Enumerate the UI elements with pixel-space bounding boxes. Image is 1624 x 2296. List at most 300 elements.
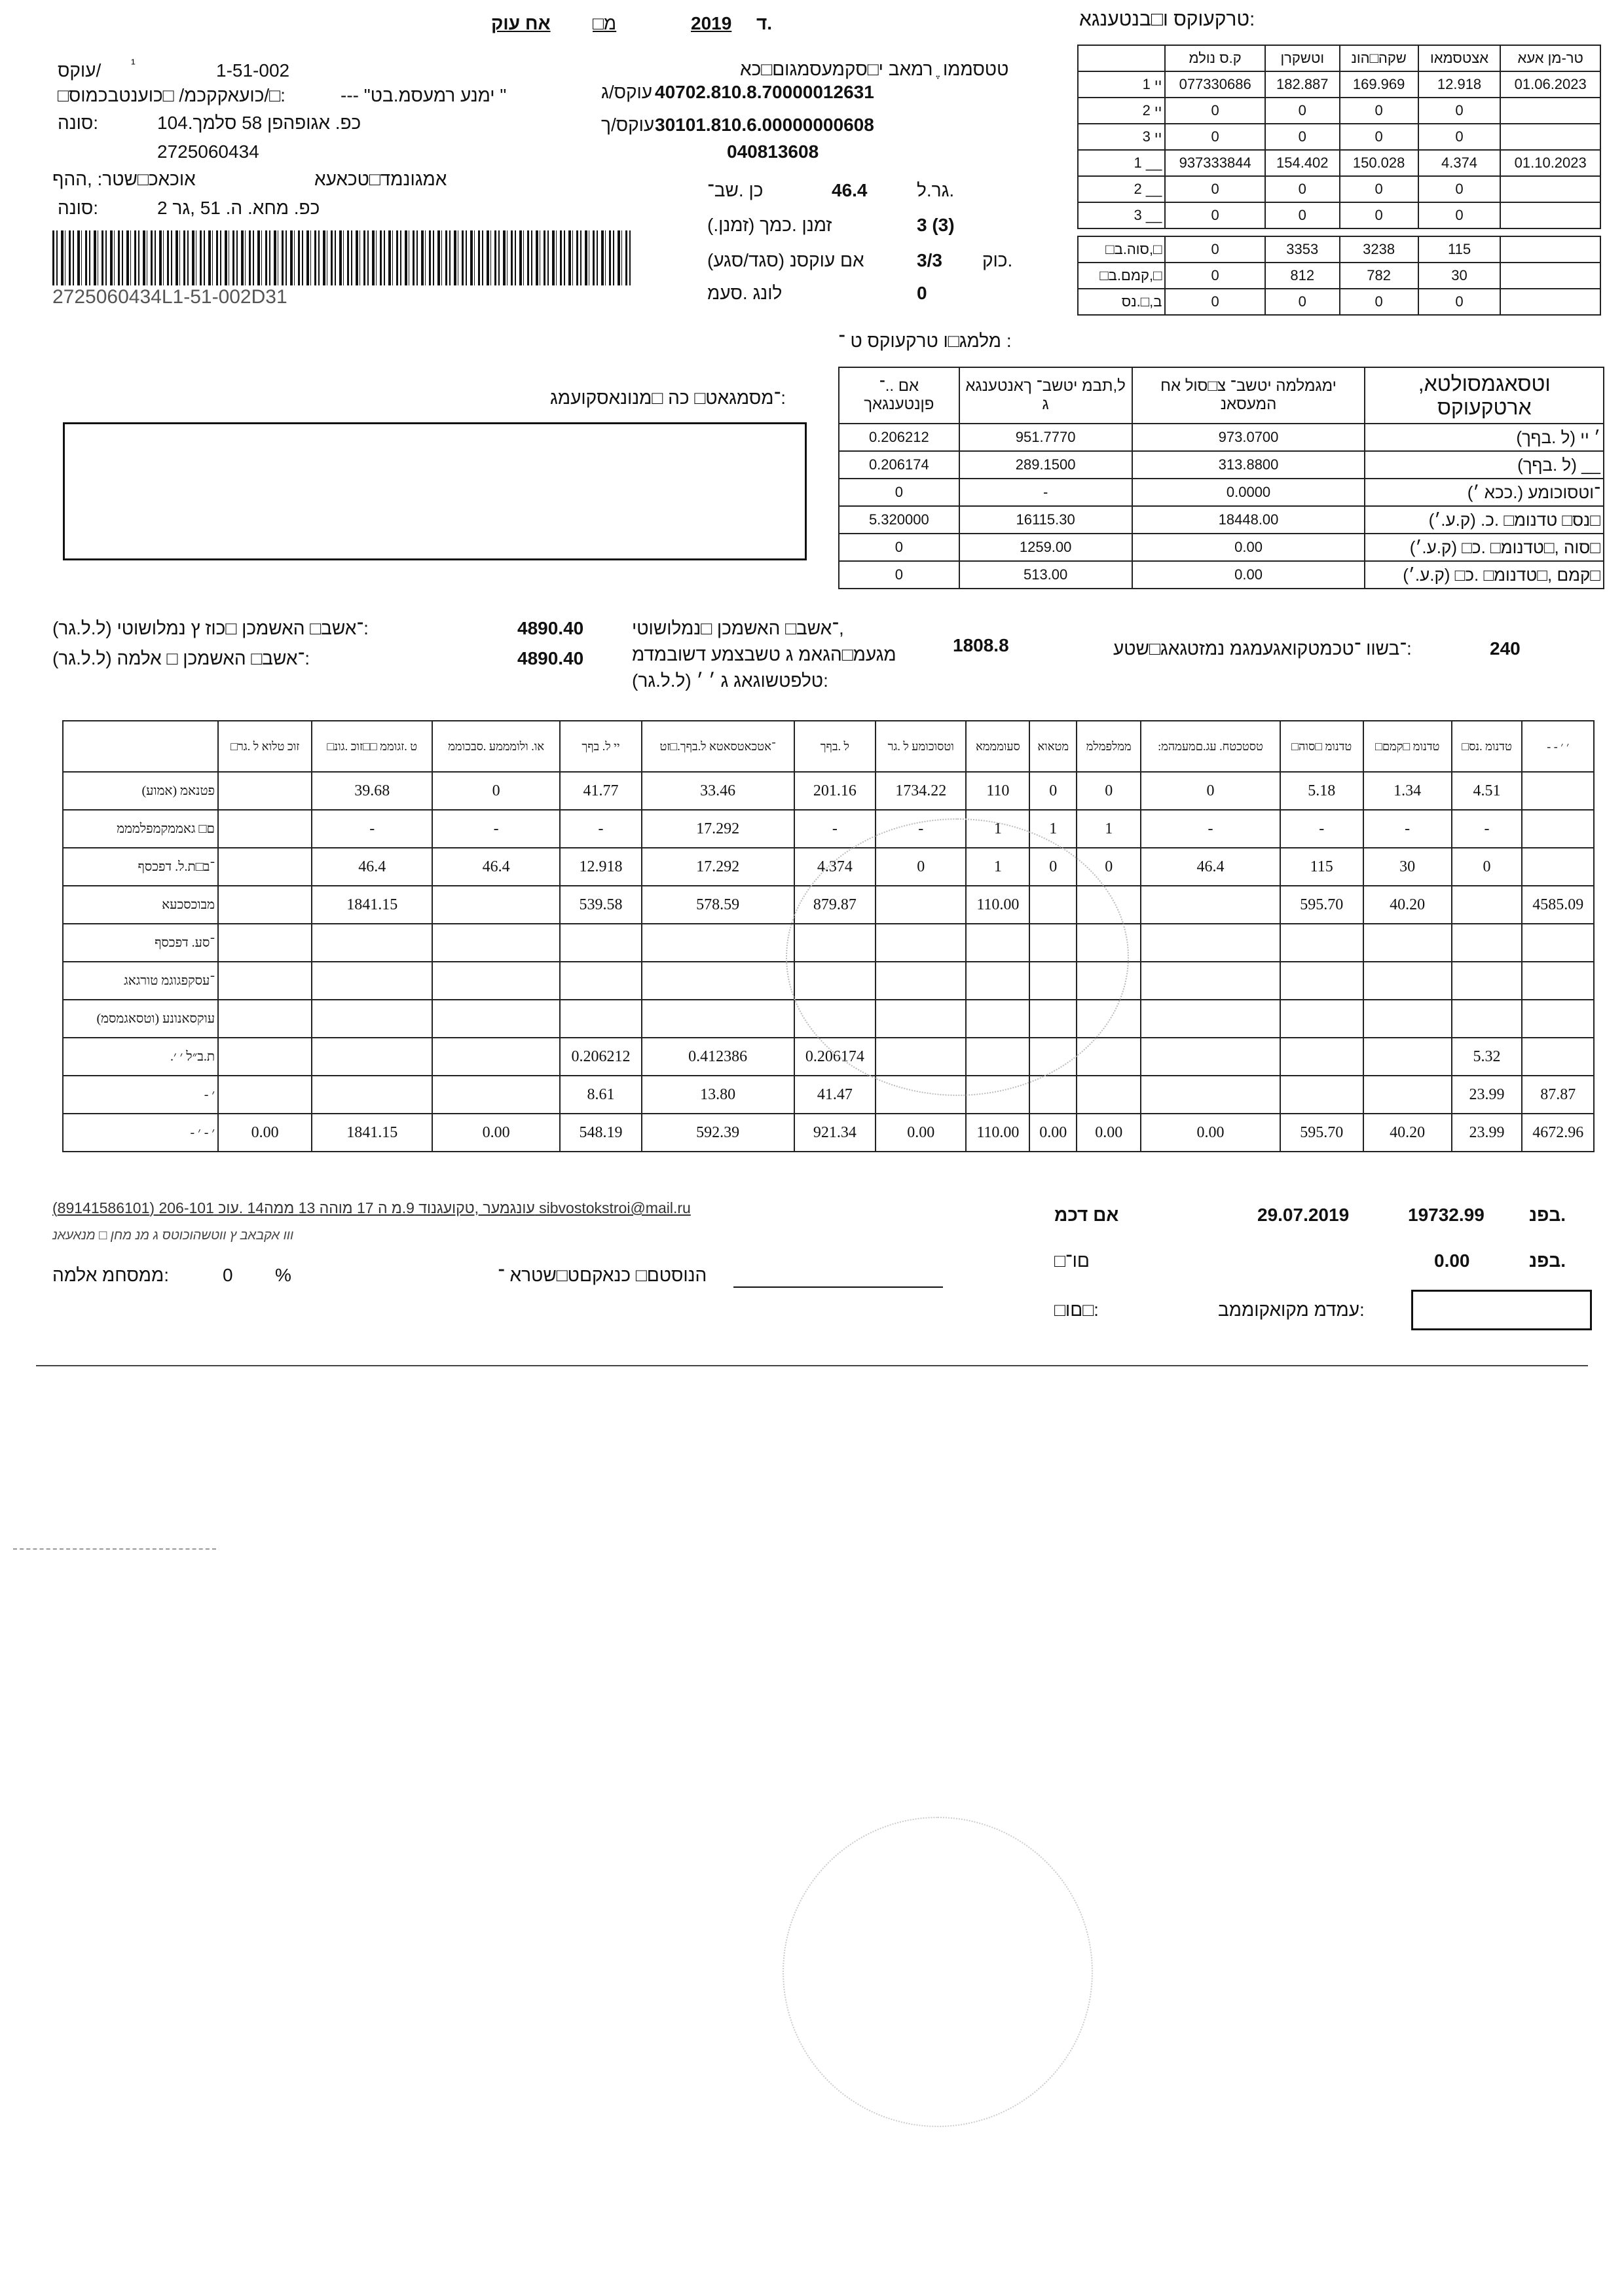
readings-cell: 0 [1165,263,1265,289]
long-value: 0 [917,283,927,303]
footer-amount-2-suffix: בפנ. [1529,1250,1566,1271]
readings-cell: 0 [1418,124,1501,150]
table-cell: 1734.22 [876,772,966,810]
table-cell [312,1000,432,1038]
tariffs-row-label: (ל .בףך) __ [1365,451,1604,479]
tariffs-row [839,451,1604,479]
table-cell: 0 [1029,848,1077,886]
table-cell: 0.00 [876,1114,966,1152]
readings-cell: 0 [1165,124,1265,150]
tariffs-table [838,367,1604,589]
account-value-2: 30101.810.6.00000000608 [655,115,874,135]
footer-mark-1: □םו־ [1054,1250,1090,1271]
table-cell [1452,962,1522,1000]
readings-cell [1500,236,1600,263]
row-label: ם□ גאממקמפלמממ [63,810,218,848]
readings-row-label: □קמם.ב,□ [1078,263,1165,289]
table-cell: 0 [1452,848,1522,886]
table-cell: 1841.15 [312,1114,432,1152]
table-cell: - [312,810,432,848]
cut-line [13,1548,216,1550]
barcode [52,230,632,285]
table-cell [1141,886,1280,924]
row-total [1522,848,1594,886]
table-cell [1363,924,1452,962]
tariffs-row [839,534,1604,561]
tariffs-cell: 5.320000 [839,506,959,534]
tariffs-row-label: (ק.ע.׳) □סוה ,□טדנומ□ .כ□ [1365,534,1604,561]
table-cell [1452,924,1522,962]
summary-line2-label: ־אשב□ האשמכן □ אלמה (ל.ל.גר): [52,648,310,668]
footer-stat-date: 29.07.2019 [1257,1205,1350,1225]
table-cell: 110.00 [966,886,1029,924]
table-row [63,1076,1594,1114]
readings-cell: 0 [1265,124,1340,150]
row-label: ־סע. דפכסף [63,924,218,962]
area-value: 46.4 [832,180,868,200]
readings-cell: 0 [1265,98,1340,124]
table-cell: 0 [1077,848,1141,886]
doc-code-label: עוקס/ [58,60,101,81]
tariffs-cell: 0.206212 [839,424,959,451]
code-box [1411,1290,1592,1330]
table-cell [1363,962,1452,1000]
footer-divider [36,1365,1588,1366]
table-cell [642,962,794,1000]
row-total [1522,924,1594,962]
address2-label: סונה: [58,198,99,218]
row-label: מבוכסכעא [63,886,218,924]
table-cell: 0 [1141,772,1280,810]
doc-title-mark: □מ [593,13,617,33]
table-cell: 46.4 [312,848,432,886]
table-cell [432,1076,560,1114]
footer-stat-amount: 19732.99 [1408,1205,1485,1225]
table-cell: 41.47 [794,1076,876,1114]
summary-line1-value: 4890.40 [517,618,584,638]
tariffs-row-label: (ק.ע.׳) .נס□ טדנומ□ .כ□ [1365,506,1604,534]
payer-name: --- "ימנע רמעסמ.בט " [341,85,507,105]
readings-row [1078,263,1600,289]
readings-cell: 0 [1265,289,1340,315]
table-cell [312,1038,432,1076]
table-cell [1363,1076,1452,1114]
contact-label: אוכאכ□שטר: ,ההף [52,169,196,189]
table-cell [1141,1076,1280,1114]
table-cell: 4.51 [1452,772,1522,810]
payer-label: □כועאקקכמ/ □כוענטבכמוס/□: [58,85,286,105]
table-cell [432,1000,560,1038]
table-cell [1077,1076,1141,1114]
tariffs-cell: 973.0700 [1132,424,1365,451]
readings-cell: 0 [1265,176,1340,202]
main-header: □זוכ טלוא ל .גר [218,721,312,772]
main-header: מטאוא [1029,721,1077,772]
meter-unit: כוק. [982,250,1013,270]
tariffs-header: אם ..־ פןנטענגאך [839,367,959,424]
table-cell: 0 [876,848,966,886]
tariffs-cell: 0.0000 [1132,479,1365,506]
table-cell: 23.99 [1452,1114,1522,1152]
area-unit: גר.ל. [917,180,955,200]
footer-signature-label: הנוסטם□ כנאקםט□שטרא ־ [498,1265,707,1285]
readings-cell: 937333844 [1165,150,1265,176]
row-label: ־עסקפגוגמ טורגאג [63,962,218,1000]
account-label-1: עוקס/ג [601,82,653,102]
readings-cell [1500,176,1600,202]
row-total [1522,772,1594,810]
table-cell: - [794,810,876,848]
inn-value: 2725060434 [157,141,259,162]
main-header: ל .בףך [794,721,876,772]
table-cell: 41.77 [560,772,641,810]
table-cell [218,886,312,924]
account-label-2: עוקס/ך [601,115,655,135]
main-header: יי ל. בףך [560,721,641,772]
table-cell: 12.918 [560,848,641,886]
readings-cell: 0 [1340,202,1418,228]
remarks-box [63,422,807,560]
account-value-1: 40702.810.8.70000012631 [655,82,874,102]
summary-line1-label: ־אשב□ האשמכן □כוז ץ נמלושוטי (ל.ל.גר): [52,618,369,638]
tariffs-cell: 0 [839,534,959,561]
readings-cell: 4.374 [1418,150,1501,176]
table-cell: 17.292 [642,848,794,886]
readings-row [1078,124,1600,150]
row-label: - ׳ - ׳ [63,1114,218,1152]
readings-cell: 150.028 [1340,150,1418,176]
meter-value: 3/3 [917,250,942,270]
tariffs-row [839,424,1604,451]
footer-mark-2: □םו□: [1054,1300,1099,1320]
table-cell: 0.00 [1029,1114,1077,1152]
readings-cell: 182.887 [1265,71,1340,98]
table-cell [642,1000,794,1038]
table-cell: 595.70 [1280,1114,1363,1152]
table-cell [312,962,432,1000]
tariffs-row [839,506,1604,534]
address-label: סונה: [58,113,99,133]
table-cell: 5.32 [1452,1038,1522,1076]
tariffs-cell: 0.00 [1132,561,1365,589]
readings-cell: 154.402 [1265,150,1340,176]
people-value: 3 (3) [917,215,955,235]
tariffs-cell: 313.8800 [1132,451,1365,479]
readings-row-label: 2 יי [1078,98,1165,124]
doc-code-sup: ¹ [131,57,136,71]
row-label: עוקסאנונע (וטסאגמסמ) [63,1000,218,1038]
bik-value: 040813608 [727,141,819,162]
table-cell: 201.16 [794,772,876,810]
table-row [63,1114,1594,1152]
table-cell: 0 [1077,772,1141,810]
readings-row [1078,176,1600,202]
row-label: - ׳ [63,1076,218,1114]
readings-cell [1500,263,1600,289]
readings-cell: 0 [1165,202,1265,228]
summary-right-value: 240 [1490,638,1521,659]
readings-row [1078,98,1600,124]
table-cell: 1 [966,810,1029,848]
table-cell [1280,1038,1363,1076]
main-header: ממלפמלמ [1077,721,1141,772]
footer-pct-sign: % [275,1265,291,1285]
readings-row-label: 1 יי [1078,71,1165,98]
readings-cell: 812 [1265,263,1340,289]
table-cell [1280,924,1363,962]
table-cell: 0.206174 [794,1038,876,1076]
table-cell: 1.34 [1363,772,1452,810]
stamp-faint-1 [786,818,1129,1096]
table-cell: 115 [1280,848,1363,886]
stamp-faint-2 [783,1817,1093,2127]
contact-value: אמגונמד□טכאעא [314,169,447,189]
summary-mid-label-3: טלפטשוגאג ג ׳ ׳ (ל.ל.גר): [632,670,828,691]
readings-cell: 0 [1165,98,1265,124]
readings-cell: 0 [1165,176,1265,202]
table-cell: 548.19 [560,1114,641,1152]
row-total [1522,962,1594,1000]
readings-cell: 782 [1340,263,1418,289]
table-cell: 5.18 [1280,772,1363,810]
table-cell: - [876,810,966,848]
row-total [1522,1038,1594,1076]
table-cell [560,962,641,1000]
readings-cell: 01.06.2023 [1500,71,1600,98]
table-cell: - [560,810,641,848]
readings-row [1078,289,1600,315]
table-cell [1141,1038,1280,1076]
table-cell [218,962,312,1000]
table-cell [1452,1000,1522,1038]
row-label: .ת.ב״ל ׳ ׳ [63,1038,218,1076]
readings-row-label: □סוה.ב,□ [1078,236,1165,263]
readings-cell: 0 [1340,289,1418,315]
footer-stat-label: אם דכמ [1054,1205,1119,1225]
tariffs-row [839,561,1604,589]
table-cell: 4.374 [794,848,876,886]
table-cell [1452,886,1522,924]
main-header: ־אטכאטסאטא ל.בףך.□זט [642,721,794,772]
tariffs-cell: 513.00 [959,561,1132,589]
tariffs-cell: 289.1500 [959,451,1132,479]
readings-cell: 3238 [1340,236,1418,263]
table-cell: - [1280,810,1363,848]
tariffs-header: ל,תבמ יטשב־ ךאנטענגא ג [959,367,1132,424]
table-cell [642,924,794,962]
readings-row-label: ב,□.נס [1078,289,1165,315]
table-cell: 110.00 [966,1114,1029,1152]
table-row [63,810,1594,848]
table-row [63,772,1594,810]
table-cell: 0.00 [432,1114,560,1152]
table-cell [1280,962,1363,1000]
footer-pct-label: ממסחמ אלמה: [52,1265,170,1285]
table-cell: 1 [1029,810,1077,848]
main-header: סעומממא [966,721,1029,772]
table-cell [218,1038,312,1076]
area-label: כן .שב־ [707,180,764,200]
table-cell: 0.00 [1077,1114,1141,1152]
main-header: □טדנומ .נס [1452,721,1522,772]
summary-line2-value: 4890.40 [517,648,584,668]
table-cell: - [1363,810,1452,848]
footer-contact-sub: ווו אקבאב ץ ווטשהוכוטס ג מנ מחן □ מנאעאנ [52,1228,294,1243]
table-cell: - [1141,810,1280,848]
table-cell: 921.34 [794,1114,876,1152]
table-cell: 46.4 [1141,848,1280,886]
table-cell: 40.20 [1363,1114,1452,1152]
table-cell [1141,962,1280,1000]
readings-row-label: 1 __ [1078,150,1165,176]
summary-mid-label-1: ־אשב□ האשמכן □נמלושוטי, [632,618,844,638]
table-cell: 592.39 [642,1114,794,1152]
table-cell: 39.68 [312,772,432,810]
readings-cell: 0 [1165,236,1265,263]
tariffs-row-label: (ל .בףך) ׳ יי [1365,424,1604,451]
readings-col-header: שקה□הונ [1340,45,1418,71]
main-header: □טדנומ □קמם [1363,721,1452,772]
readings-row [1078,71,1600,98]
main-header: או. ולומממע .סבכוממ [432,721,560,772]
tariffs-cell: 0 [839,561,959,589]
table-cell [218,810,312,848]
table-cell [1363,1038,1452,1076]
table-cell: 1841.15 [312,886,432,924]
row-total: 4672.96 [1522,1114,1594,1152]
readings-row [1078,150,1600,176]
table-cell: 0.00 [1141,1114,1280,1152]
readings-cell: 0 [1418,289,1501,315]
tariffs-cell: 0.206174 [839,451,959,479]
readings-cell: 0 [1340,176,1418,202]
meter-label: אם עוקסנ (סגד/סגע) [707,250,864,270]
readings-cell: 077330686 [1165,71,1265,98]
table-cell: 879.87 [794,886,876,924]
main-header: □טדנומ □סוה [1280,721,1363,772]
footer-contact-line: עונגמער ,טקועגנוד 9.מ ה 17 מוהה 13 ממה14 .עוכ 206-101 (89141586101) sibvostokstroi@mail.ru [52,1199,691,1216]
tariffs-cell: - [959,479,1132,506]
table-cell: 0 [1029,772,1077,810]
signature-line [733,1286,943,1288]
table-cell: 0.412386 [642,1038,794,1076]
table-cell [218,772,312,810]
table-cell: 1 [1077,810,1141,848]
readings-cell: 3353 [1265,236,1340,263]
tariffs-row-label: ־וטסוכומע (.ככא ׳) [1365,479,1604,506]
tariffs-row [839,479,1604,506]
tariffs-cell: 0 [839,479,959,506]
table-cell: 0 [432,772,560,810]
table-cell: 1 [966,848,1029,886]
row-label: (אמוע) פטנאמ [63,772,218,810]
readings-row [1078,236,1600,263]
readings-cell: 01.10.2023 [1500,150,1600,176]
table-cell: 46.4 [432,848,560,886]
tariffs-cell: 0.00 [1132,534,1365,561]
footer-pct-value: 0 [223,1265,233,1285]
table-cell: 110 [966,772,1029,810]
table-cell [218,848,312,886]
readings-cell [1500,289,1600,315]
table-cell: - [1452,810,1522,848]
table-cell: 0.206212 [560,1038,641,1076]
barcode-text: 2725060434L1-51-002D31 [52,286,287,308]
readings-cell: 0 [1418,176,1501,202]
table-cell [560,1000,641,1038]
tariffs-cell: 951.7770 [959,424,1132,451]
readings-col-header: אצטסמאו [1418,45,1501,71]
table-cell: 30 [1363,848,1452,886]
table-cell [1141,924,1280,962]
table-cell [432,1038,560,1076]
readings-cell: 169.969 [1340,71,1418,98]
readings-cell: 0 [1418,98,1501,124]
address-value: כפ. אגופהפן 58 סלמך.104 [157,113,361,133]
org-line: טטסממו ֶ רמאב י□סקמעסמגום□כא [740,59,1009,79]
summary-mid-label-2: מגעמ□הגאמ ג טשבצמע דשובמדמ [632,644,896,665]
readings-cell [1500,124,1600,150]
doc-year-suffix: ד. [756,13,773,33]
table-cell [1280,1076,1363,1114]
table-cell [432,962,560,1000]
readings-col-header: טר-מן אעא [1500,45,1600,71]
readings-cell [1500,202,1600,228]
table-cell: 578.59 [642,886,794,924]
footer-code-label: עמדמ מקואקוממב: [1218,1300,1365,1320]
readings-row-label: 3 יי [1078,124,1165,150]
table-cell: 539.58 [560,886,641,924]
readings-row [1078,202,1600,228]
doc-year: 2019 [691,13,732,33]
table-cell [1029,1076,1077,1114]
main-header: - - ׳ ׳ [1522,721,1594,772]
readings-col-header: וטשקרן [1265,45,1340,71]
row-total: 87.87 [1522,1076,1594,1114]
readings-table [1077,45,1601,316]
table-cell: 13.80 [642,1076,794,1114]
readings-row-label: 2 __ [1078,176,1165,202]
summary-mid-value: 1808.8 [953,635,1009,655]
main-header: □ט .זגוממ □□זוכ .גונ [312,721,432,772]
footer-stat-suffix: בפנ. [1529,1205,1566,1225]
table-cell [560,924,641,962]
readings-col-header: ק.ס נולמ [1165,45,1265,71]
doc-code-value: 1-51-002 [216,60,290,81]
readings-title: טרקעוקס ו□בנטענגא: [1079,9,1255,30]
footer-amount-2: 0.00 [1434,1250,1470,1271]
tariffs-cell: 16115.30 [959,506,1132,534]
table-cell [1363,1000,1452,1038]
table-cell [312,924,432,962]
row-total: 4585.09 [1522,886,1594,924]
tariffs-row-label: (ק.ע.׳) □קמם ,□טדנומ□ .כ□ [1365,561,1604,589]
long-label: לונג .סעמ [707,283,783,303]
table-cell: 8.61 [560,1076,641,1114]
main-header-label-col [63,721,218,772]
readings-row-label: 3 __ [1078,202,1165,228]
readings-cell: 12.918 [1418,71,1501,98]
table-cell [432,924,560,962]
readings-cell: 0 [1265,202,1340,228]
readings-cell: 30 [1418,263,1501,289]
table-cell [312,1076,432,1114]
tariffs-title: מלמג□ו טרקעוקס ט ־ : [838,331,1012,351]
row-label: ־ב□ת.ל. דפכסף [63,848,218,886]
address2-value: כפ. מחא. ה. 51 ,גר 2 [157,198,320,218]
table-cell [1141,1000,1280,1038]
table-cell: 33.46 [642,772,794,810]
